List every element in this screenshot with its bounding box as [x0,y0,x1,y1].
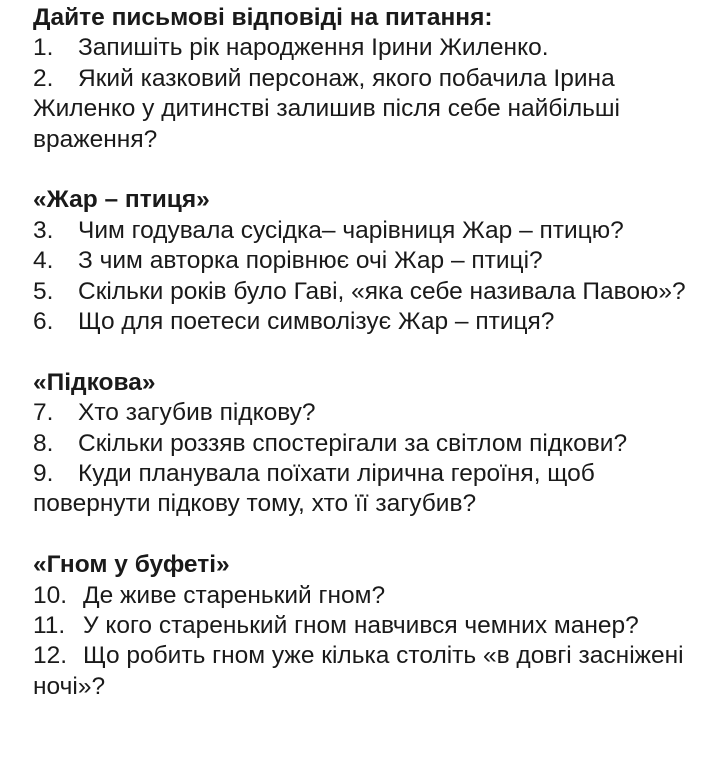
spacer [33,520,713,550]
question-number: 4. [33,247,54,275]
question-text: Чим годувала сусідка– чарівниця Жар – птицю? [78,216,624,244]
question-item [33,641,713,702]
question-number: 8. [33,429,54,457]
section-title-pidkova: «Підкова» [33,368,156,396]
question-number: 9. [33,460,54,488]
question-item [33,611,713,641]
question-text: Який казковий персонаж, якого побачила Ірина Жиленко у дитинстві залишив після себе найбільші враження? [33,64,620,153]
question-item [33,307,713,337]
question-item [33,398,713,428]
section-title-hnom-u-bufeti: «Гном у буфеті» [33,551,230,579]
question-number: 12. [33,642,68,670]
question-number: 3. [33,216,54,244]
question-number: 1. [33,34,54,62]
document [33,3,713,702]
question-number: 10. [33,581,68,609]
spacer [33,337,713,367]
question-number: 2. [33,64,54,92]
spacer [33,155,713,185]
question-item [33,581,713,611]
question-number: 11. [33,612,66,640]
page-heading: Дайте письмові відповіді на питання: [33,4,493,31]
question-number: 5. [33,277,54,305]
question-item [33,459,713,520]
question-text: Куди планувала поїхати лірична героїня, щоб повернути підкову тому, хто її загубив? [33,460,595,518]
question-item [33,64,713,155]
question-item [33,216,713,246]
question-text: Що для поетеси символізує Жар – птиця? [78,308,555,336]
question-number: 6. [33,308,54,336]
question-item [33,33,713,63]
question-text: Запишіть рік народження Ірини Жиленко. [78,34,549,62]
question-text: Скільки років було Гаві, «яка себе називала Павою»? [78,277,686,305]
question-item [33,429,713,459]
question-number: 7. [33,399,54,427]
question-text: З чим авторка порівнює очі Жар – птиці? [78,247,543,275]
question-item [33,277,713,307]
question-text: Що робить гном уже кілька століть «в довгі засніжені ночі»? [33,642,684,700]
question-text: Де живе старенький гном? [83,581,386,609]
question-item [33,246,713,276]
question-text: Скільки роззяв спостерігали за світлом підкови? [78,429,628,457]
question-text: У кого старенький гном навчився чемних манер? [83,612,639,640]
section-title-zhar-ptytsia: «Жар – птиця» [33,186,210,214]
question-text: Хто загубив підкову? [78,399,316,427]
